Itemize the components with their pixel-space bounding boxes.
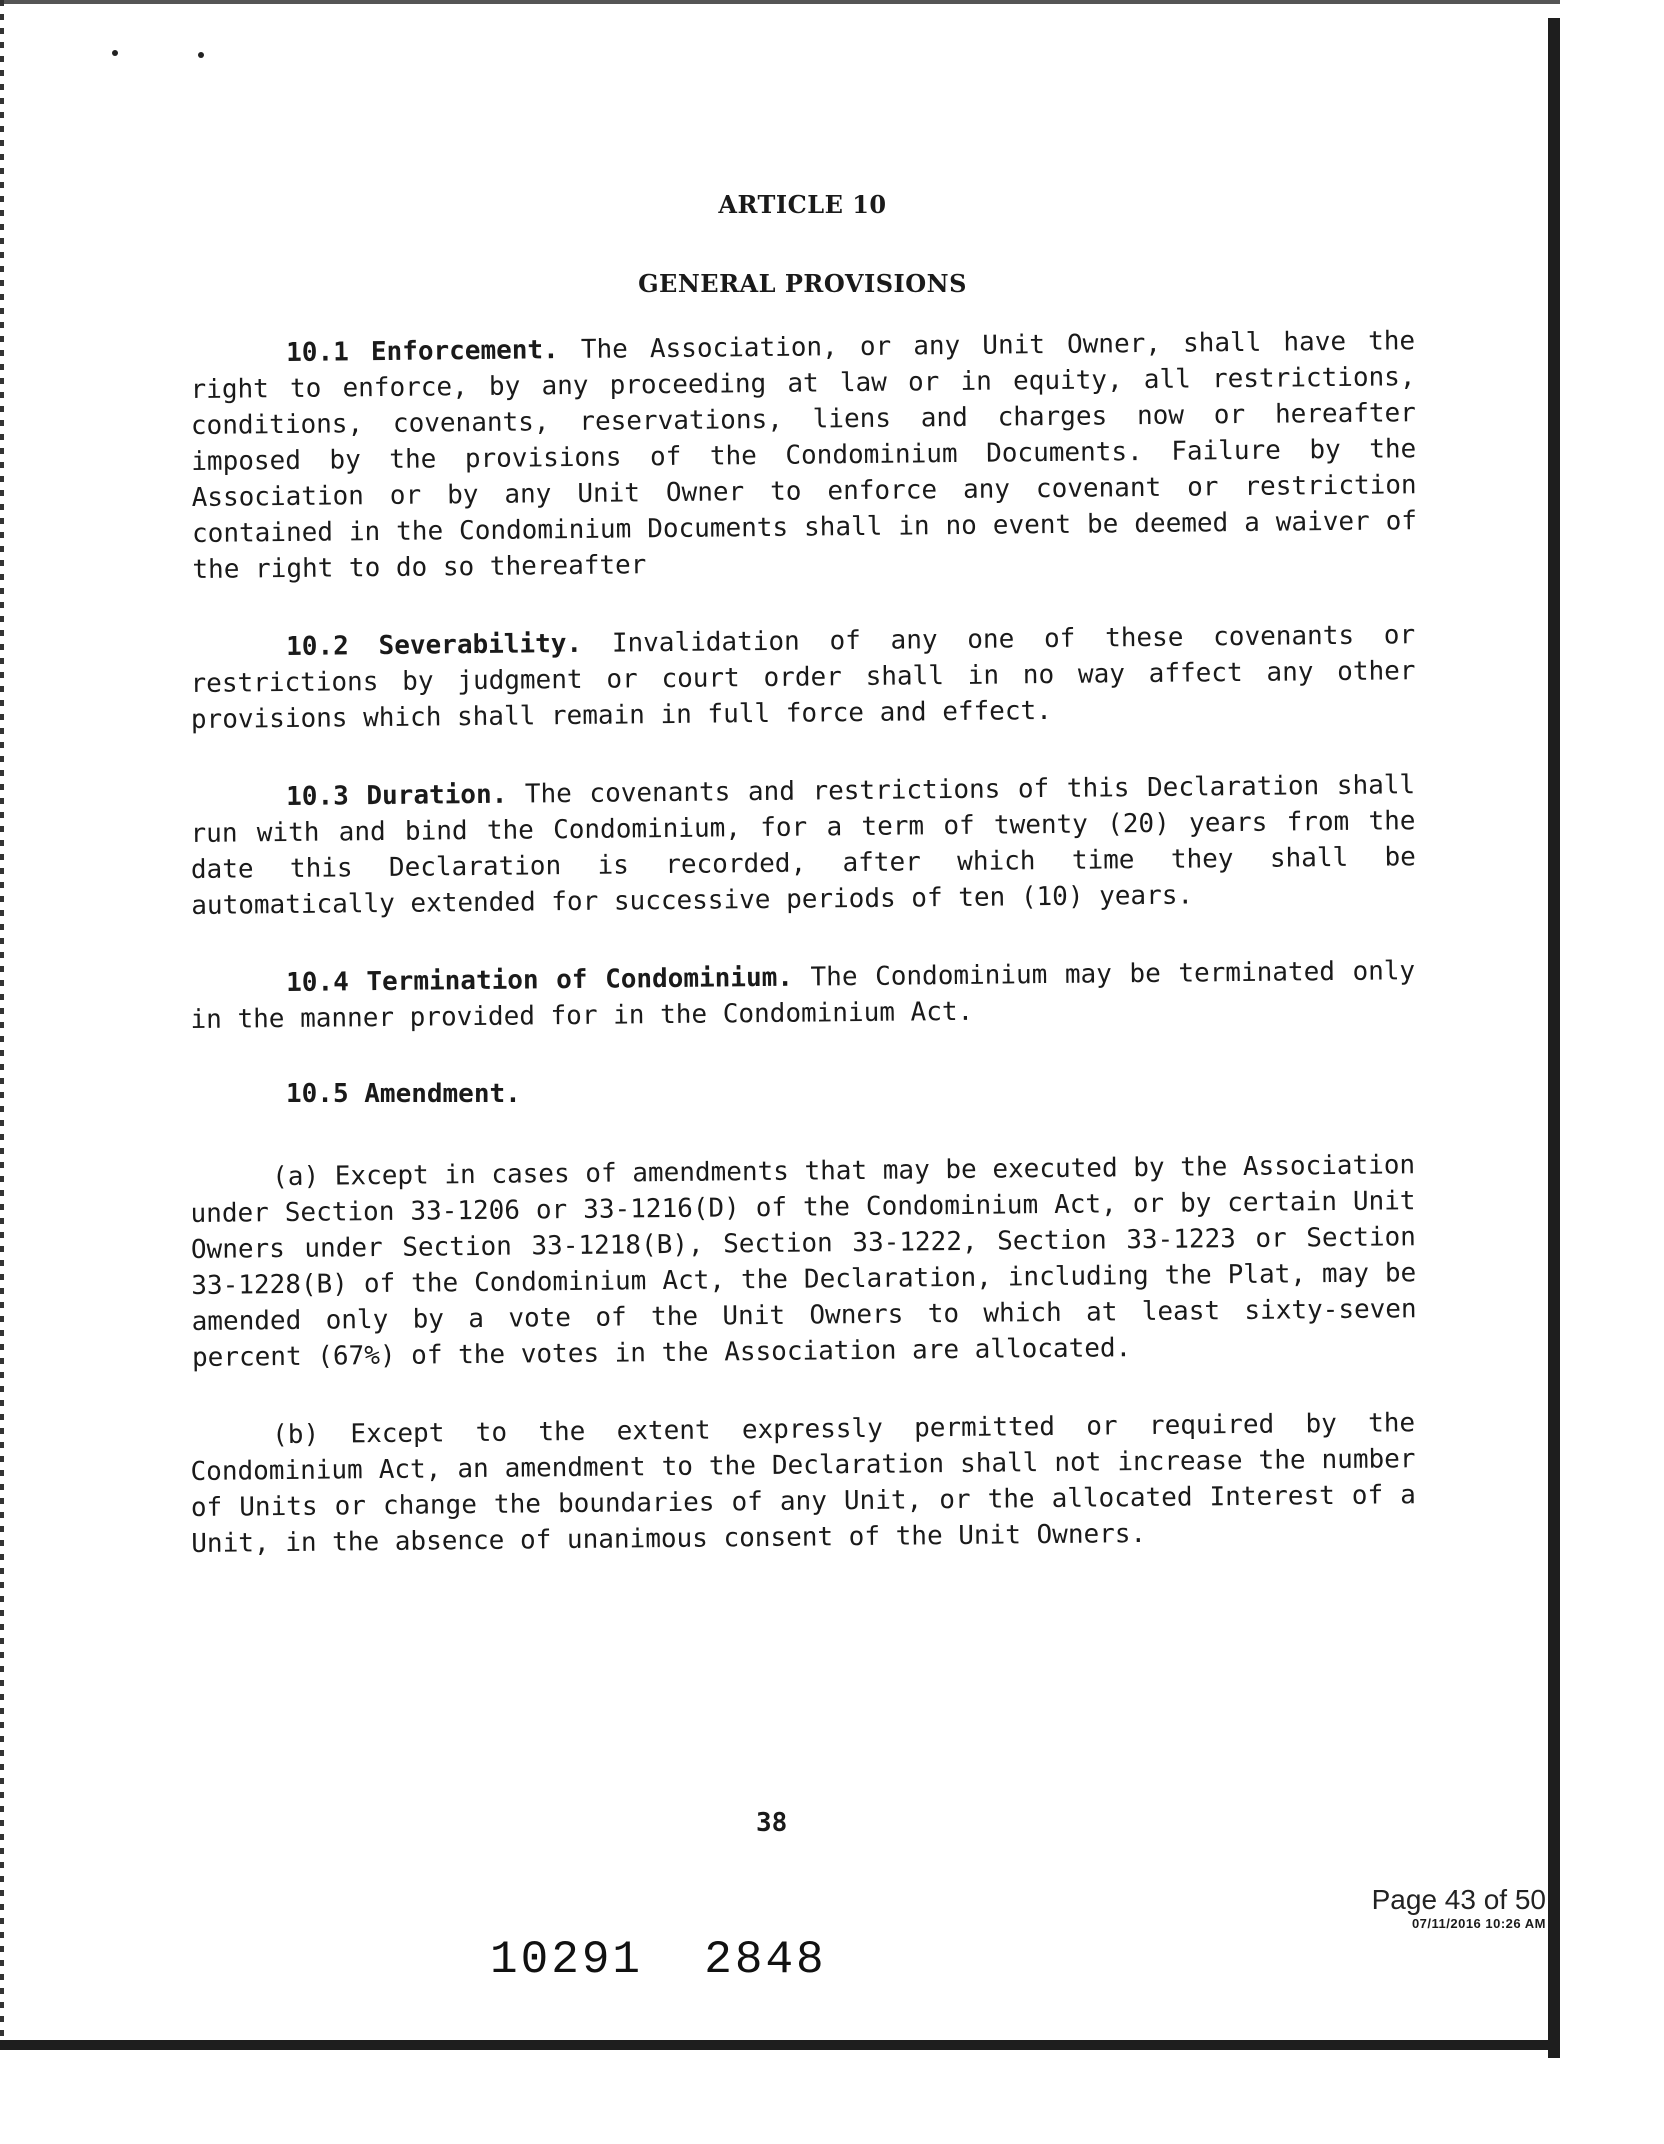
- section-10-1: [190, 323, 1418, 588]
- article-heading: ARTICLE 10: [718, 190, 887, 219]
- timestamp: 07/11/2016 10:26 AM: [1411, 1916, 1546, 1931]
- section-title: Duration.: [366, 779, 508, 812]
- amendment-para-b: [190, 1405, 1416, 1562]
- section-10-4: [190, 953, 1416, 1038]
- document-body: [190, 190, 1418, 1604]
- page-count: Page 43 of 50: [1371, 1884, 1546, 1915]
- scan-speck: [112, 50, 118, 56]
- section-text: The covenants and restrictions of this Declaration shall run with and bind the Condominium, for a term of twenty (20) years from the date this Declaration is recorded, after which time they shall be automatically extended for successive periods of ten (10) years.: [190, 770, 1417, 921]
- scan-speck: [198, 52, 204, 58]
- section-text: The Condominium may be terminated only in the manner provided for in the Condominium Act.: [190, 956, 1416, 1035]
- section-text: Invalidation of any one of these covenants or restrictions by judgment or court order shall in no way affect any other provisions which shall remain in full force and effect.: [190, 620, 1416, 735]
- recording-stamp: [1372, 1884, 1546, 1931]
- section-text: The Association, or any Unit Owner, shall have the right to enforce, by any proceeding at law or in equity, all restrictions, conditions, covenants, reservations, liens and charges now or hereafter imposed by the provisions of the Condominium Documents. Failure by the Association or by any Unit Owner to enforce any covenant or restriction contained in the Condominium Documents shall in no event be deemed a waiver of the right to do so thereafter: [190, 326, 1418, 585]
- section-10-2: [190, 617, 1416, 738]
- amendment-text-a: (a) Except in cases of amendments that may be executed by the Association under Section 33-1206 or 33-1216(D) of the Condominium Act, or by certain Unit Owners under Section 33-1218(B), Section 33-1222, Section 33-1223 or Section 33-1228(B) of the Condominium Act, the Declaration, including the Plat, may be amended only by a vote of the Unit Owners to which at least sixty-seven percent (67%) of the votes in the Association are allocated.: [190, 1150, 1417, 1373]
- section-title: Severability.: [378, 628, 583, 662]
- section-heading: GENERAL PROVISIONS: [638, 269, 967, 298]
- scan-border-bottom: [0, 2040, 1560, 2050]
- scan-border-top: [0, 0, 1560, 4]
- section-number: 10.4: [286, 967, 349, 998]
- scan-border-right: [1548, 18, 1560, 2058]
- section-title: Enforcement.: [370, 335, 559, 368]
- section-number: 10.1: [286, 337, 349, 368]
- scan-edge-left: [0, 0, 4, 2040]
- section-title: Termination of Condominium.: [366, 962, 794, 998]
- section-number: 10.3: [286, 781, 349, 812]
- amendment-para-a: [190, 1147, 1417, 1376]
- section-number: 10.2: [286, 631, 349, 662]
- section-10-3: [190, 767, 1416, 924]
- book-reference: 10291 2848: [490, 1934, 827, 1986]
- amendment-text-b: (b) Except to the extent expressly permitted or required by the Condominium Act, an amendment to the Declaration shall not increase the number of Units or change the boundaries of any Unit, or the allocated Interest of a Unit, in the absence of unanimous consent of the Unit Owners.: [190, 1408, 1417, 1559]
- page-number: 38: [756, 1808, 788, 1838]
- amendment-heading: 10.5 Amendment.: [286, 1079, 521, 1109]
